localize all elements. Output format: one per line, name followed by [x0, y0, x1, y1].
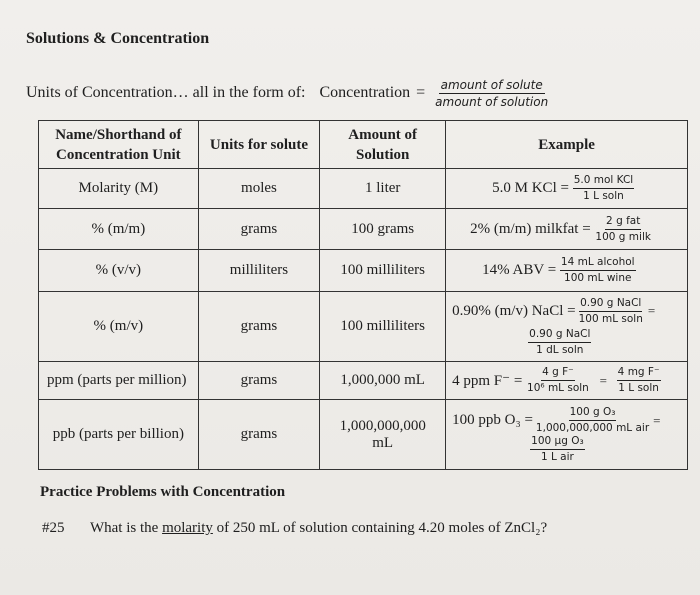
table-row	[39, 209, 688, 250]
example-lhs: 0.90% (m/v) NaCl =	[452, 302, 576, 319]
fraction-denominator: amount of solution	[435, 94, 549, 109]
example-denominator: 10⁶ mL soln	[527, 382, 589, 394]
example-alt-numerator: 4 mg F⁻	[617, 366, 661, 381]
example-equals: =	[647, 303, 656, 318]
header-example: Example	[446, 121, 688, 169]
example-numerator: 14 mL alcohol	[560, 256, 636, 271]
concentration-fraction	[433, 78, 550, 109]
row-amount: 100 milliliters	[320, 292, 446, 362]
example-lhs: 100 ppb O₃ =	[452, 412, 533, 428]
table-header-row	[39, 121, 688, 169]
example-fraction	[573, 174, 635, 203]
example-denominator: 100 g milk	[595, 230, 651, 243]
row-example	[446, 250, 688, 292]
example-denominator: 100 mL wine	[564, 272, 632, 284]
intro-text: Units of Concentration… all in the form of:	[26, 84, 306, 101]
row-units: moles	[198, 169, 320, 209]
table-row	[39, 169, 688, 209]
row-units: grams	[198, 292, 320, 362]
example-equals: =	[599, 372, 607, 388]
row-name: % (m/v)	[39, 292, 199, 362]
row-example	[446, 362, 688, 400]
example-fraction-alt	[617, 366, 661, 395]
example-alt-denominator: 1 L soln	[618, 382, 659, 394]
example-equals: =	[653, 412, 661, 428]
row-example	[446, 169, 688, 209]
row-units: grams	[198, 400, 320, 470]
page-title: Solutions & Concentration	[26, 30, 210, 47]
practice-heading: Practice Problems with Concentration	[40, 484, 286, 500]
row-units: milliliters	[198, 250, 320, 292]
row-example	[446, 400, 688, 470]
example-numerator: 4 g F⁻	[541, 366, 575, 381]
problem-underlined-term: molarity	[162, 520, 213, 536]
row-name: ppb (parts per billion)	[39, 400, 199, 470]
header-amount: Amount of Solution	[320, 121, 446, 169]
row-units: grams	[198, 362, 320, 400]
problem-text-after: of 250 mL of solution containing 4.20 moles of ZnCl₂?	[216, 520, 548, 536]
table-row	[39, 400, 688, 470]
example-fraction	[560, 256, 636, 285]
row-name: % (v/v)	[39, 250, 199, 292]
header-units: Units for solute	[198, 121, 320, 169]
example-fraction	[526, 366, 590, 395]
example-fraction-alt	[530, 435, 585, 464]
equals-sign: =	[416, 84, 426, 101]
example-fraction-alt	[528, 328, 591, 357]
concentration-word: Concentration	[319, 84, 411, 101]
row-name: Molarity (M)	[39, 169, 199, 209]
example-alt-numerator: 100 µg O₃	[530, 435, 585, 450]
example-denominator: 100 mL soln	[578, 312, 643, 325]
example-numerator: 5.0 mol KCl	[573, 174, 635, 189]
header-name: Name/Shorthand of Concentration Unit	[39, 121, 199, 169]
problem-number: #25	[42, 520, 65, 536]
example-numerator: 2 g fat	[605, 215, 641, 230]
row-amount: 100 grams	[320, 209, 446, 250]
example-lhs: 14% ABV =	[482, 262, 557, 278]
table-row	[39, 362, 688, 400]
example-denominator: 1 L soln	[583, 190, 624, 202]
concentration-definition	[26, 76, 606, 110]
row-amount: 100 milliliters	[320, 250, 446, 292]
example-lhs: 4 ppm F⁻ =	[452, 373, 523, 389]
problem-25	[42, 520, 547, 537]
example-denominator: 1,000,000,000 mL air	[535, 422, 650, 434]
fraction-numerator: amount of solute	[440, 77, 543, 92]
example-numerator: 100 g O₃	[569, 406, 617, 421]
row-units: grams	[198, 209, 320, 250]
example-lhs: 5.0 M KCl =	[492, 180, 569, 196]
row-amount: 1 liter	[320, 169, 446, 209]
table-row	[39, 250, 688, 292]
example-alt-denominator: 1 L air	[540, 451, 574, 463]
example-lhs: 2% (m/m) milkfat =	[470, 220, 591, 237]
row-amount: 1,000,000 mL	[320, 362, 446, 400]
row-name: ppm (parts per million)	[39, 362, 199, 400]
row-amount: 1,000,000,000 mL	[320, 400, 446, 470]
row-example	[446, 209, 688, 250]
example-fraction	[535, 406, 650, 435]
example-numerator: 0.90 g NaCl	[579, 297, 642, 312]
example-fraction	[578, 297, 644, 326]
concentration-units-table	[38, 120, 688, 470]
problem-text-before: What is the	[89, 520, 159, 536]
row-example	[446, 292, 688, 362]
example-fraction	[594, 215, 652, 244]
example-alt-denominator: 1 dL soln	[536, 343, 584, 356]
row-name: % (m/m)	[39, 209, 199, 250]
table-row	[39, 292, 688, 362]
example-alt-numerator: 0.90 g NaCl	[528, 328, 591, 343]
